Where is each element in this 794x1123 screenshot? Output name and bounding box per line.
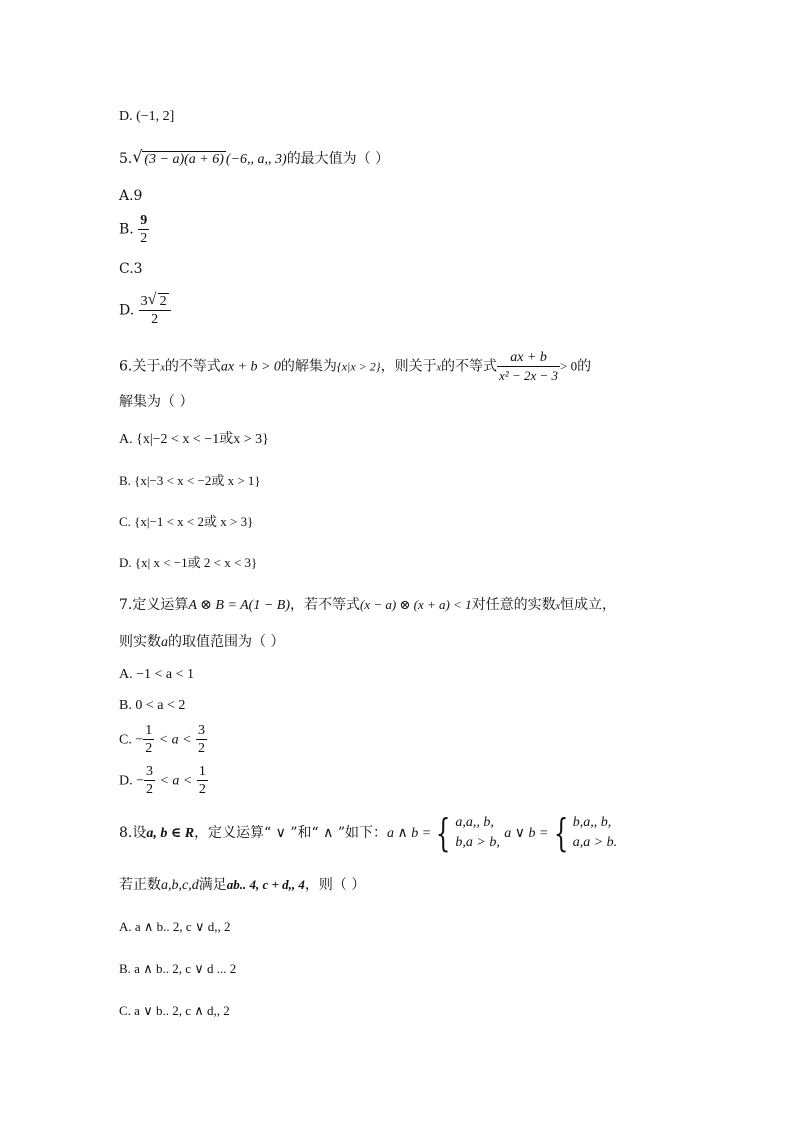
q8-stem: 8.设a, b ∈ R，定义运算“ ∨ ”和“ ∧ ”如下：a ∧ b = { a,a,, b, b,a > b, a ∨ b = { b,a,, b, a,a > b. bbox=[119, 811, 618, 855]
q5-number: 5. bbox=[119, 151, 133, 167]
q8-or-cases: b,a,, b, a,a > b. bbox=[572, 815, 618, 850]
q7-option-c-frac1: $\frac{1}{2}$ bbox=[145, 723, 153, 756]
q8-and-cases: a,a,, b, b,a > b, bbox=[455, 815, 500, 850]
q6-solution-set: {x|x > 2} bbox=[336, 359, 381, 374]
q7-option-a: A. −1 < a < 1 bbox=[119, 667, 195, 682]
q7-option-d: D. − $\frac{3}{2}$ < a < $\frac{1}{2}$ bbox=[119, 764, 206, 797]
q6-option-d: D. {x| x < −1或 2 < x < 3} bbox=[119, 555, 258, 570]
q8-option-a: A. a ∧ b.. 2, c ∨ d,, 2 bbox=[119, 919, 231, 934]
q8-condition: 若正数a,b,c,d满足ab.. 4, c + d,, 4，则（ ） bbox=[119, 877, 366, 893]
q6-option-a: A. {x|−2 < x < −1或x > 3} bbox=[119, 432, 269, 447]
q7-option-d-frac2: $\frac{1}{2}$ bbox=[198, 764, 206, 797]
q5-option-b: B. $\frac{9}{2}$ bbox=[119, 213, 148, 246]
q7-stem: 7.定义运算A ⊗ B = A(1 − B)，若不等式(x − a) ⊗ (x + a) < 1对任意的实数x恒成立， bbox=[119, 597, 617, 613]
q6-inequality: ax + b > 0 bbox=[220, 359, 281, 375]
q6-stem-line2: 解集为（ ） bbox=[119, 394, 194, 410]
q8-option-b: B. a ∧ b.. 2, c ∨ d ... 2 bbox=[119, 961, 237, 976]
q5-option-d-fraction: 3 √ 2 2 bbox=[139, 293, 171, 328]
q8-vars: a, b ∈ R bbox=[146, 826, 195, 841]
q6-fraction: $\frac{ax + b}{\text{x² − 2x − 3}}$ bbox=[499, 350, 559, 383]
q5-option-a: A.9 bbox=[119, 188, 143, 204]
q7-inequality: (x − a) ⊗ (x + a) < 1 bbox=[360, 597, 472, 612]
q7-option-d-frac1: $\frac{3}{2}$ bbox=[146, 764, 154, 797]
q5-stem-tail: 的最大值为（ ） bbox=[286, 151, 390, 167]
q4-option-d: D. (−1, 2] bbox=[119, 109, 175, 124]
q7-option-c-frac2: $\frac{3}{2}$ bbox=[198, 723, 206, 756]
q7-definition: A ⊗ B = A(1 − B) bbox=[188, 598, 291, 613]
q6-stem: 6.关于x的不等式ax + b > 0的解集为{x|x > 2}，则关于x的不等式 $\frac{ax + b}{\text{x² − 2x − 3}}$ > 0的 bbox=[119, 350, 592, 383]
q5-option-d: D. 3 √ 2 2 bbox=[119, 293, 171, 328]
q7-option-c: C. − $\frac{1}{2}$ < a < $\frac{3}{2}$ bbox=[119, 723, 206, 756]
q7-option-b: B. 0 < a < 2 bbox=[119, 698, 186, 713]
q7-stem-line2: 则实数a的取值范围为（ ） bbox=[119, 634, 285, 650]
q5-stem bbox=[119, 149, 389, 170]
q5-option-b-fraction: $\frac{9}{2}$ bbox=[140, 213, 148, 246]
q8-condition-expr: ab.. 4, c + d,, 4 bbox=[226, 877, 305, 892]
q5-condition: (−6,, a,, 3) bbox=[225, 152, 287, 167]
q8-option-c: C. a ∨ b.. 2, c ∧ d,, 2 bbox=[119, 1003, 230, 1018]
q6-option-b: B. {x|−3 < x < −2或 x > 1} bbox=[119, 473, 261, 488]
q5-option-c: C.3 bbox=[119, 261, 143, 277]
q6-option-c: C. {x|−1 < x < 2或 x > 3} bbox=[119, 514, 254, 529]
q5-sqrt: √ (3 − a)(a + 6) bbox=[132, 147, 224, 167]
